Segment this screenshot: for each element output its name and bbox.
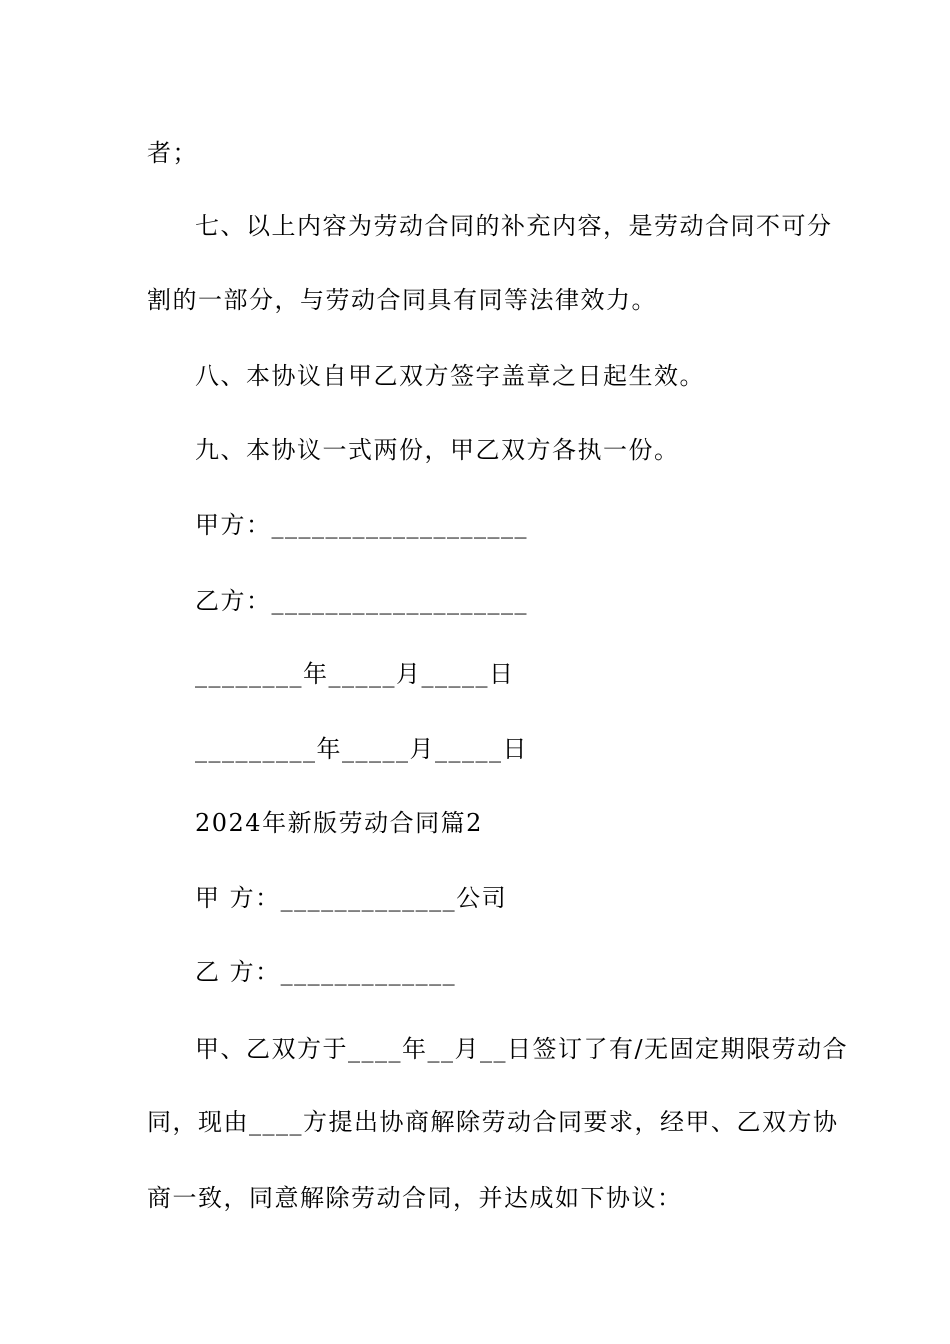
party-b-line: 乙 方：_____________ <box>195 958 457 986</box>
paragraph-line-1: 甲、乙双方于____年__月__日签订了有/无固定期限劳动合 <box>195 1035 849 1063</box>
clause-8: 八、本协议自甲乙双方签字盖章之日起生效。 <box>195 362 705 390</box>
section-title: 2024年新版劳动合同篇2 <box>195 809 483 837</box>
party-a-signature-line: 甲方：___________________ <box>195 511 528 539</box>
clause-7-line-1: 七、以上内容为劳动合同的补充内容，是劳动合同不可分 <box>195 212 833 240</box>
paragraph-line-2: 同，现由____方提出协商解除劳动合同要求，经甲、乙双方协 <box>147 1108 839 1136</box>
paragraph-line-3: 商一致，同意解除劳动合同，并达成如下协议： <box>147 1184 683 1212</box>
clause-9: 九、本协议一式两份，甲乙双方各执一份。 <box>195 436 680 464</box>
date-line-1: ________年_____月_____日 <box>195 660 515 688</box>
date-line-2: _________年_____月_____日 <box>195 735 528 763</box>
party-b-signature-line: 乙方：___________________ <box>195 587 528 615</box>
party-a-company-line: 甲 方：_____________公司 <box>195 884 508 912</box>
clause-7-line-2: 割的一部分，与劳动合同具有同等法律效力。 <box>147 286 657 314</box>
text-line: 者； <box>147 139 198 167</box>
